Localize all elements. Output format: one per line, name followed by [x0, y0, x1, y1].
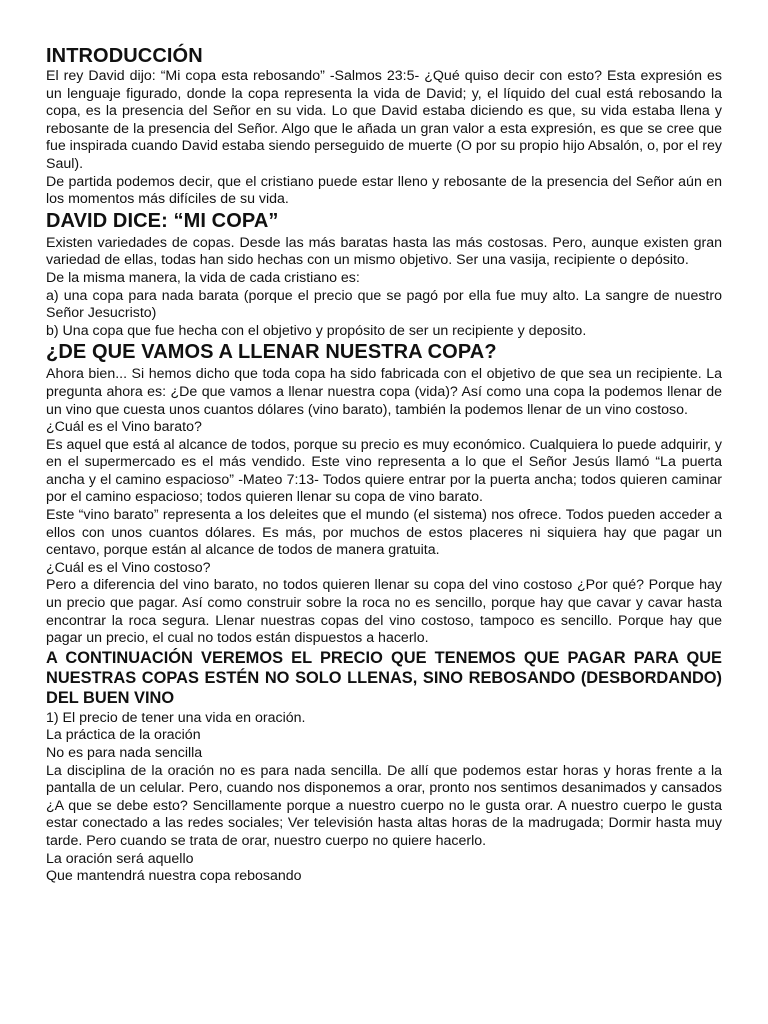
document-page — [46, 44, 722, 886]
paragraph-copas-b: b) Una copa que fue hecha con el objetivo y propósito de ser un recipiente y deposito. — [46, 322, 587, 339]
line-oracion-sera: La oración será aquello — [46, 850, 194, 867]
paragraph-vino-costoso: Pero a diferencia del vino barato, no todos quieren llenar su copa del vino costoso ¿Por qué? Porque hay un precio que pagar. Así como construir sobre la roca no es sencillo, porque hay que cavar y cavar hasta encontrar la roca segura. Llenar nuestras copas del vino costoso, tampoco es sencillo. Porque hay que pagar un precio, el cual no todos están dispuestos a hacerlo. — [46, 577, 722, 647]
paragraph-intro-2: De partida podemos decir, que el cristiano puede estar lleno y rebosante de la presencia del Señor aún en los momentos más difíciles de su vida. — [46, 173, 722, 208]
question-vino-costoso: ¿Cuál es el Vino costoso? — [46, 559, 211, 576]
paragraph-intro-1: El rey David dijo: “Mi copa esta rebosando” -Salmos 23:5- ¿Qué quiso decir con esto? Esta expresión es un lenguaje figurado, donde la copa representa la vida de David; y, el líquido del cual está rebosando la copa, es la presencia del Señor en su vida. Lo que David estaba diciendo es que, su vida estaba llena y rebosante de la presencia del Señor. Algo que le añada un gran valor a esta expresión, es que se cree que fue inspirada cuando David estaba siendo perseguido de muerte (O por su propio hijo Absalón, o, por el rey Saul). — [46, 68, 722, 172]
paragraph-llenar-1: Ahora bien... Si hemos dicho que toda copa ha sido fabricada con el objetivo de que sea un recipiente. La pregunta ahora es: ¿De que vamos a llenar nuestra copa (vida)? Así como una copa la podemos llenar de un vino que cuesta unos cuantos dólares (vino barato), también la podemos llenar de un vino costoso. — [46, 366, 722, 418]
line-no-es-sencilla: No es para nada sencilla — [46, 745, 203, 761]
paragraph-copas-a: a) una copa para nada barata (porque el precio que se pagó por ella fue muy alto. La sangre de nuestro Señor Jesucristo) — [46, 287, 722, 322]
heading-precio: A CONTINUACIÓN VEREMOS EL PRECIO QUE TENEMOS QUE PAGAR PARA QUE NUESTRAS COPAS ESTÉN NO SOLO LLENAS, SINO REBOSANDO (DESBORDANDO) DEL BUEN VINO — [46, 648, 722, 707]
line-practica-oracion: La práctica de la oración — [46, 727, 201, 744]
heading-llenar-copa: ¿DE QUE VAMOS A LLENAR NUESTRA COPA? — [46, 341, 497, 364]
paragraph-vino-barato-2: Este “vino barato” representa a los deleites que el mundo (el sistema) nos ofrece. Todos pueden acceder a ellos con unos cuantos dólares. Es más, por muchos de estos placeres ni siquiera hay que pagar un centavo, porque están al alcance de todos de manera gratuita. — [46, 507, 722, 559]
heading-introduccion: INTRODUCCIÓN — [46, 45, 203, 67]
paragraph-vino-barato-1: Es aquel que está al alcance de todos, porque su precio es muy económico. Cualquiera lo puede adquirir, y en el supermercado es el más vendido. Este vino representa a lo que el Señor Jesús llamó “La puerta ancha y el camino espacioso” -Mateo 7:13- Todos quiere entrar por la puerta ancha; todos quieren caminar por el camino espacioso; todos quieren llenar su copa de vino barato. — [46, 436, 722, 506]
line-copa-rebosando: Que mantendrá nuestra copa rebosando — [46, 868, 302, 885]
heading-david-dice: DAVID DICE: “MI COPA” — [46, 209, 279, 232]
list-item-oracion: 1) El precio de tener una vida en oración. — [46, 709, 306, 726]
question-vino-barato: ¿Cuál es el Vino barato? — [46, 419, 202, 436]
paragraph-disciplina-oracion: La disciplina de la oración no es para nada sencilla. De allí que podemos estar horas y horas frente a la pantalla de un celular. Pero, cuando nos disponemos a orar, pronto nos sentimos desanimados y cansados ¿A que se debe esto? Sencillamente porque a nuestro cuerpo no le gusta orar. A nuestro cuerpo le gusta estar conectado a las redes sociales; Ver televisión hasta altas horas de la madrugada; Dormir hasta muy tarde. Pero cuando se trata de orar, nuestro cuerpo no quiere hacerlo. — [46, 762, 722, 849]
paragraph-copas-1: Existen variedades de copas. Desde las más baratas hasta las más costosas. Pero, aunque existen gran variedad de ellas, todas han sido hechas con un mismo objetivo. Ser una vasija, recipiente o depósito. — [46, 234, 722, 269]
paragraph-copas-2: De la misma manera, la vida de cada cristiano es: — [46, 269, 360, 286]
